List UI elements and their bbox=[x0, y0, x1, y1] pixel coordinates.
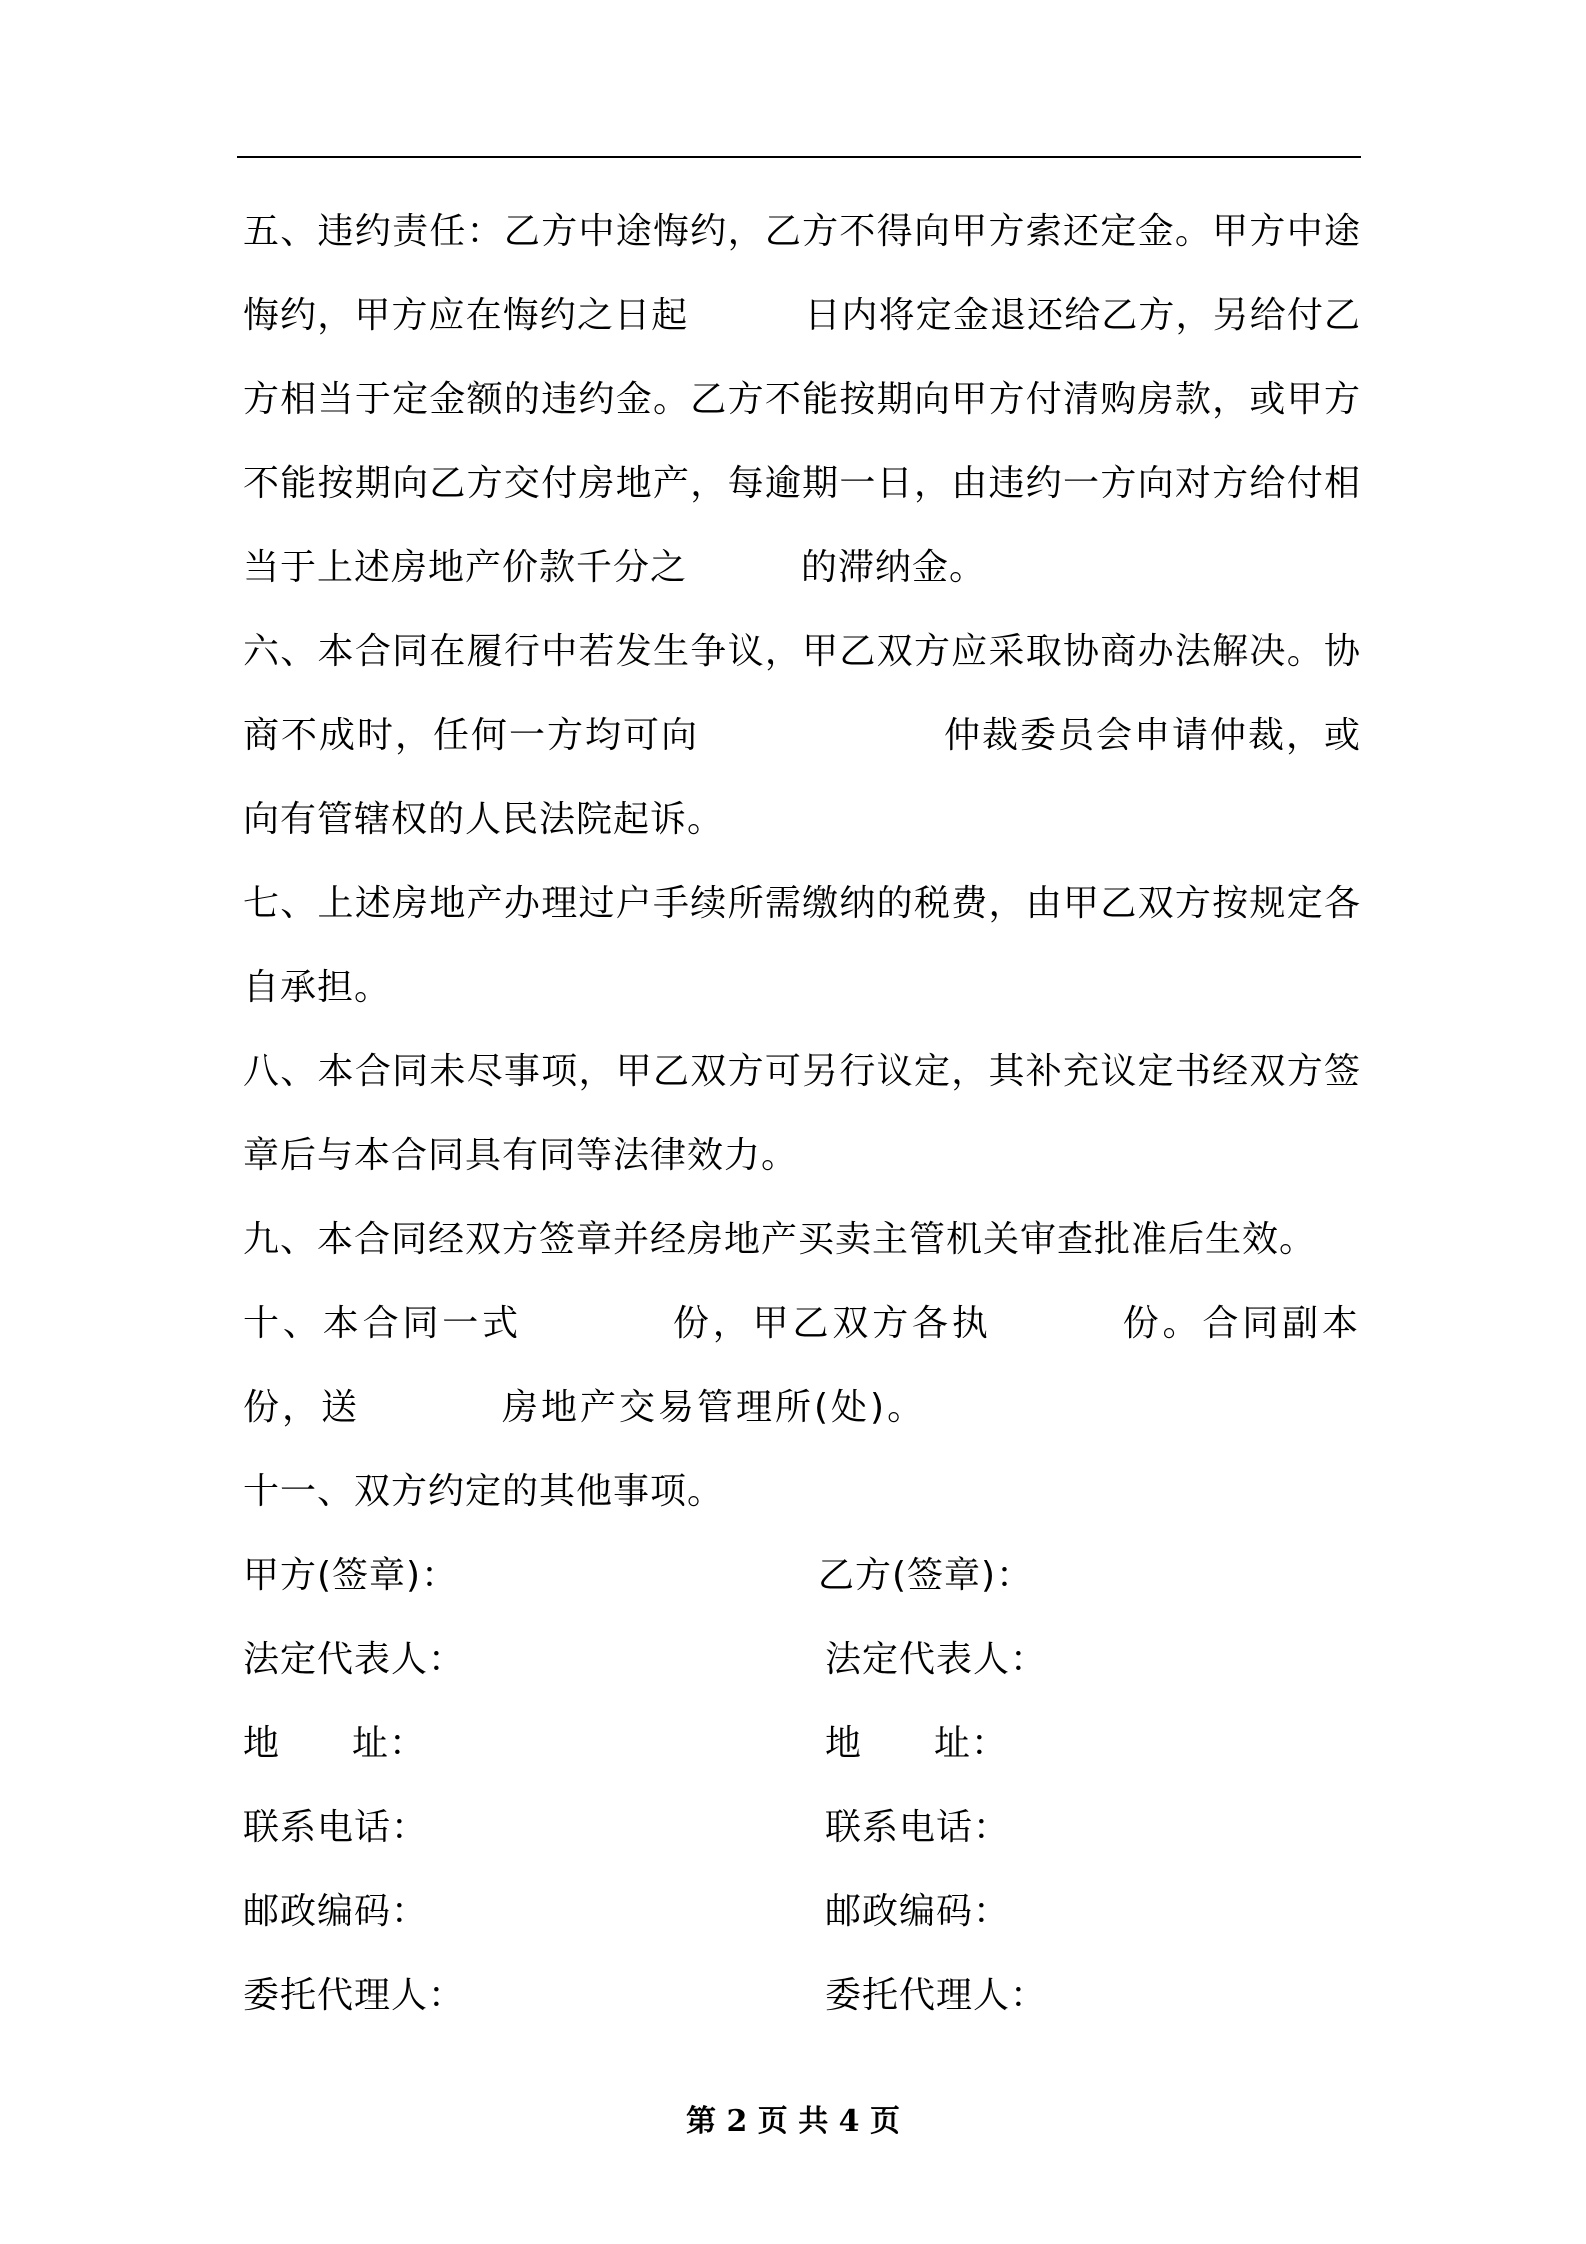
address-char-1: 地 bbox=[243, 1723, 281, 1764]
party-a-label: 甲方(签章)： bbox=[243, 1555, 459, 1596]
clause-8: 八、本合同未尽事项，甲乙双方可另行议定，其补充议定书经双方签章后与本合同具有同等法律效力。 bbox=[243, 1051, 1361, 1176]
signature-row-legal-rep bbox=[243, 1618, 1361, 1702]
clause-11: 十一、双方约定的其他事项。 bbox=[243, 1471, 725, 1512]
clause-10-text-d: 份，送 bbox=[243, 1387, 361, 1428]
postcode-label-b: 邮政编码： bbox=[825, 1891, 1011, 1932]
clause-6-text-b: 仲裁委员会申请仲裁，或向有管辖权的人民法院起诉。 bbox=[243, 715, 1361, 840]
signature-row-phone bbox=[243, 1786, 1361, 1870]
agent-label-b: 委托代理人： bbox=[825, 1975, 1048, 2016]
clause-7: 七、上述房地产办理过户手续所需缴纳的税费，由甲乙双方按规定各自承担。 bbox=[243, 883, 1361, 1008]
signature-row-postcode bbox=[243, 1870, 1361, 1954]
address-char-1: 地 bbox=[825, 1723, 863, 1764]
clause-10-text-e: 房地产交易管理所(处)。 bbox=[502, 1387, 927, 1428]
agent-label-a: 委托代理人： bbox=[243, 1975, 466, 2016]
address-char-2: 址： bbox=[352, 1723, 427, 1764]
clause-6-text-a: 六、本合同在履行中若发生争议，甲乙双方应采取协商办法解决。协商不成时，任何一方均可向 bbox=[243, 631, 1361, 756]
legal-rep-label-a: 法定代表人： bbox=[243, 1639, 466, 1680]
clause-5-text-c: 的滞纳金。 bbox=[801, 547, 987, 588]
clause-10 bbox=[243, 1282, 1361, 1450]
address-label-b bbox=[825, 1702, 1008, 1786]
clause-9: 九、本合同经双方签章并经房地产买卖主管机关审查批准后生效。 bbox=[243, 1219, 1317, 1260]
clause-10-text-c: 份。合同副本 bbox=[1121, 1303, 1361, 1344]
page-number: 第 2 页 共 4 页 bbox=[686, 2104, 900, 2139]
signature-row-agent bbox=[243, 1954, 1361, 2038]
legal-rep-label-b: 法定代表人： bbox=[825, 1639, 1048, 1680]
signature-row-address bbox=[243, 1702, 1361, 1786]
clause-5-text-a: 五、违约责任：乙方中途悔约，乙方不得向甲方索还定金。甲方中途悔约，甲方应在悔约之日起 bbox=[243, 211, 1361, 336]
clause-6 bbox=[243, 610, 1361, 862]
header-rule bbox=[237, 156, 1361, 158]
clause-10-text-b: 份，甲乙双方各执 bbox=[672, 1303, 992, 1344]
party-b-label: 乙方(签章)： bbox=[818, 1555, 1034, 1596]
signature-row-party bbox=[243, 1534, 1361, 1618]
contract-body bbox=[243, 190, 1361, 2038]
postcode-label-a: 邮政编码： bbox=[243, 1891, 429, 1932]
clause-5-text-b: 日内将定金退还给乙方，另给付乙方相当于定金额的违约金。乙方不能按期向甲方付清购房款，或甲方不能按期向乙方交付房地产，每逾期一日，由违约一方向对方给付相当于上述房地产价款千分之 bbox=[243, 295, 1361, 588]
phone-label-a: 联系电话： bbox=[243, 1807, 429, 1848]
phone-label-b: 联系电话： bbox=[825, 1807, 1011, 1848]
address-char-2: 址： bbox=[934, 1723, 1009, 1764]
address-label-a bbox=[243, 1702, 426, 1786]
clause-10-text-a: 十、本合同一式 bbox=[243, 1303, 523, 1344]
clause-5 bbox=[243, 190, 1361, 610]
